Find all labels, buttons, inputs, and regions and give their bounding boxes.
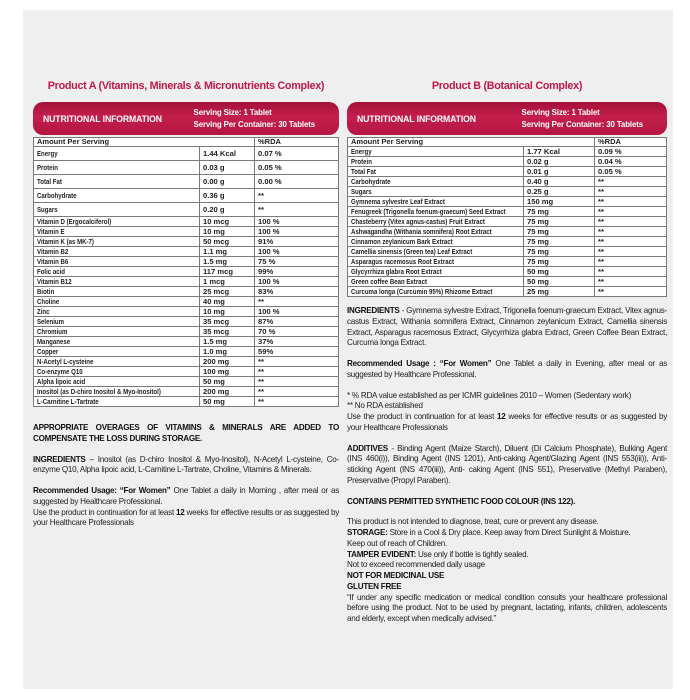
table-cell-rda: ** bbox=[255, 397, 339, 407]
nutrient-name: Protein bbox=[37, 162, 58, 172]
table-row bbox=[348, 207, 667, 217]
table-cell-name bbox=[34, 227, 200, 237]
disclaimer bbox=[347, 517, 667, 528]
nutrient-name: Co-enzyme Q10 bbox=[37, 366, 83, 376]
amount-per-serving-header: Amount Per Serving bbox=[34, 138, 255, 147]
table-cell-rda: ** bbox=[595, 227, 667, 237]
table-row bbox=[348, 197, 667, 207]
product-b-section bbox=[347, 10, 667, 625]
table-cell-amount: 50 mg bbox=[524, 267, 595, 277]
text-segment: NOT FOR MEDICINAL USE bbox=[347, 571, 445, 580]
ingredients bbox=[33, 455, 339, 477]
table-cell-amount: 200 mg bbox=[200, 387, 255, 397]
table-cell-rda: 0.05 % bbox=[255, 161, 339, 175]
table-cell-amount: 1.44 Kcal bbox=[200, 147, 255, 161]
text-segment: TAMPER EVIDENT: bbox=[347, 549, 416, 559]
table-cell-rda: ** bbox=[595, 247, 667, 257]
table-cell-rda: ** bbox=[595, 257, 667, 267]
nutrient-name: Inositol (as D-chiro Inositol & Myo-Inositol) bbox=[37, 386, 161, 396]
table-cell-amount: 10 mg bbox=[200, 227, 255, 237]
table-cell-amount: 117 mcg bbox=[200, 267, 255, 277]
table-cell-name bbox=[34, 297, 200, 307]
table-cell-rda: 100 % bbox=[255, 217, 339, 227]
table-cell-amount: 1 mcg bbox=[200, 277, 255, 287]
nutrient-name: Vitamin B6 bbox=[37, 256, 69, 266]
table-cell-rda: 0.04 % bbox=[595, 157, 667, 167]
table-cell-name bbox=[348, 267, 524, 277]
nutrient-name: Ashwagandha (Withania somnifera) Root Extract bbox=[351, 226, 492, 236]
text-segment: Recommended Usage : “For Women” bbox=[347, 359, 492, 368]
nutritional-info-header-b bbox=[347, 102, 667, 135]
table-row bbox=[348, 267, 667, 277]
table-cell-name bbox=[34, 237, 200, 247]
table-row bbox=[34, 317, 339, 327]
no-rda-footnote bbox=[347, 401, 667, 412]
nutrient-name: Chromium bbox=[37, 326, 68, 336]
table-row bbox=[34, 287, 339, 297]
table-cell-rda: 0.09 % bbox=[595, 147, 667, 157]
serving-size-label: Serving Size: 1 Tablet bbox=[521, 106, 600, 117]
text-segment: ADDITIVES bbox=[347, 443, 388, 453]
table-cell-name bbox=[34, 147, 200, 161]
nutrient-name: Gymnema sylvestre Leaf Extract bbox=[351, 196, 445, 206]
text-segment: Use the product in continuation for at least bbox=[33, 507, 176, 517]
table-cell-name bbox=[348, 227, 524, 237]
table-row bbox=[34, 257, 339, 267]
table-cell-rda: ** bbox=[255, 367, 339, 377]
table-cell-rda: ** bbox=[595, 287, 667, 297]
table-cell-name bbox=[34, 367, 200, 377]
table-row bbox=[348, 237, 667, 247]
table-cell-rda: ** bbox=[595, 187, 667, 197]
table-row bbox=[34, 387, 339, 397]
table-row bbox=[34, 175, 339, 189]
text-segment: INGREDIENTS bbox=[33, 454, 86, 464]
table-cell-name bbox=[348, 167, 524, 177]
label-panel bbox=[23, 10, 673, 689]
table-cell-name bbox=[348, 177, 524, 187]
text-segment: “If under any specific medication or medical condition consults your healthcare professional before using the product. Not to be used by pregnant, lactating, infants, children, adolescents and elderly, except when medically advised.” bbox=[347, 592, 667, 623]
not-medicinal bbox=[347, 571, 667, 582]
table-cell-name bbox=[34, 277, 200, 287]
table-cell-amount: 0.36 g bbox=[200, 189, 255, 203]
table-cell-amount: 75 mg bbox=[524, 257, 595, 267]
text-segment: Store in a Cool & Dry place. Keep away from Direct Sunlight & Moisture. bbox=[387, 528, 631, 537]
table-row bbox=[34, 337, 339, 347]
table-row bbox=[348, 277, 667, 287]
nutrient-name: Fenugreek (Trigonella foenum-graecum) Seed Extract bbox=[351, 206, 506, 216]
table-cell-name bbox=[34, 347, 200, 357]
rda-header: %RDA bbox=[255, 138, 339, 147]
food-colour-note bbox=[347, 497, 667, 508]
table-cell-amount: 75 mg bbox=[524, 207, 595, 217]
table-cell-amount: 10 mcg bbox=[200, 217, 255, 227]
table-cell-name bbox=[348, 217, 524, 227]
table-row bbox=[348, 177, 667, 187]
table-cell-name bbox=[34, 387, 200, 397]
nutrient-name: Cinnamon zeylanicum Bark Extract bbox=[351, 236, 453, 246]
product-a-section bbox=[33, 10, 339, 529]
text-segment: Recommended Usage: “For Women” bbox=[33, 486, 171, 495]
table-cell-amount: 150 mg bbox=[524, 197, 595, 207]
table-cell-rda: 75 % bbox=[255, 257, 339, 267]
nutrient-name: L-Carnitine L-Tartrate bbox=[37, 396, 99, 406]
product-a-title: Product A (Vitamins, Minerals & Micronutrients Complex) bbox=[47, 80, 325, 92]
nutrient-name: Zinc bbox=[37, 306, 50, 316]
serving-per-container-label: Serving Per Container: 30 Tablets bbox=[521, 118, 643, 129]
table-cell-name bbox=[348, 147, 524, 157]
table-cell-amount: 10 mg bbox=[200, 307, 255, 317]
nutrient-name: Protein bbox=[351, 156, 372, 166]
serving-info bbox=[194, 107, 315, 130]
table-cell-amount: 0.03 g bbox=[200, 161, 255, 175]
nutrient-name: Total Fat bbox=[351, 166, 376, 176]
table-cell-name bbox=[34, 161, 200, 175]
table-cell-name bbox=[34, 203, 200, 217]
table-cell-amount: 0.02 g bbox=[524, 157, 595, 167]
product-a-notes bbox=[33, 423, 339, 529]
usage-duration bbox=[33, 508, 339, 530]
daily-usage-note bbox=[347, 560, 667, 571]
table-cell-amount: 75 mg bbox=[524, 237, 595, 247]
usage-duration bbox=[347, 412, 667, 434]
ingredients bbox=[347, 306, 667, 349]
text-segment: Use the product in continuation for at least bbox=[347, 412, 497, 421]
text-segment: 12 bbox=[497, 412, 506, 421]
table-cell-rda: 91% bbox=[255, 237, 339, 247]
table-cell-rda: ** bbox=[255, 203, 339, 217]
table-cell-rda: ** bbox=[255, 377, 339, 387]
recommended-usage bbox=[347, 359, 667, 381]
nutrition-table-b bbox=[347, 137, 667, 297]
nutrient-name: Copper bbox=[37, 346, 59, 356]
table-cell-name bbox=[348, 257, 524, 267]
table-cell-rda: ** bbox=[255, 387, 339, 397]
nutrient-name: Selenium bbox=[37, 316, 65, 326]
text-segment: APPROPRIATE OVERAGES OF VITAMINS & MINERALS ARE ADDED TO COMPENSATE THE LOSS DURING STORAGE. bbox=[33, 423, 339, 443]
table-cell-amount: 40 mg bbox=[200, 297, 255, 307]
table-row bbox=[348, 247, 667, 257]
table-row bbox=[348, 257, 667, 267]
table-cell-rda: 70 % bbox=[255, 327, 339, 337]
nutrient-name: N-Acetyl L-cysteine bbox=[37, 356, 94, 366]
table-cell-amount: 1.5 mg bbox=[200, 257, 255, 267]
text-segment: One Tablet a daily in Morning , after meal or as suggested by Healthcare Professional. bbox=[33, 486, 340, 506]
table-cell-rda: 87% bbox=[255, 317, 339, 327]
table-cell-amount: 75 mg bbox=[524, 247, 595, 257]
table-cell-amount: 0.00 g bbox=[200, 175, 255, 189]
text-segment: – Inositol (as D-chiro Inositol & Myo-Inositol), N-Acetyl L-cysteine, Co-enzyme Q10, Alpha lipoic acid, L-Carnitine L-Tartrate, Choline, Vitamins & Minerals. bbox=[33, 454, 339, 475]
amount-per-serving-header: Amount Per Serving bbox=[348, 138, 595, 147]
table-row bbox=[348, 287, 667, 297]
table-row bbox=[34, 307, 339, 317]
text-segment: - Binding Agent (Maize Starch), Diluent (Di Calcium Phosphate), Bulking Agent (INS 460(i)), Binding Agent (INS 1201), Anti-caking Agent/Glazing Agent (INS 553(iii)), Anti- sticking Agent (INS 470(iii)), Anti- caking Agent (INS 551), Preservative (Methyl Paraben), Preservative (Propyl Paraben). bbox=[347, 443, 667, 485]
table-row bbox=[34, 367, 339, 377]
table-cell-name bbox=[348, 157, 524, 167]
table-cell-rda: 59% bbox=[255, 347, 339, 357]
table-row bbox=[34, 347, 339, 357]
nutrient-name: Carbohydrate bbox=[351, 176, 391, 186]
table-cell-amount: 75 mg bbox=[524, 217, 595, 227]
table-cell-rda: ** bbox=[595, 197, 667, 207]
nutrient-name: Camellia sinensis (Green tea) Leaf Extract bbox=[351, 246, 473, 256]
table-body-a bbox=[34, 147, 339, 407]
table-cell-name bbox=[34, 189, 200, 203]
table-cell-name bbox=[34, 317, 200, 327]
table-row bbox=[34, 217, 339, 227]
table-cell-rda: 37% bbox=[255, 337, 339, 347]
table-cell-rda: 99% bbox=[255, 267, 339, 277]
table-cell-name bbox=[348, 207, 524, 217]
nutrient-name: Biotin bbox=[37, 286, 55, 296]
table-cell-amount: 1.77 Kcal bbox=[524, 147, 595, 157]
table-header-row bbox=[34, 138, 339, 147]
table-cell-amount: 1.1 mg bbox=[200, 247, 255, 257]
table-cell-amount: 1.0 mg bbox=[200, 347, 255, 357]
table-cell-amount: 50 mg bbox=[200, 377, 255, 387]
nutrient-name: Glycyrrhiza glabra Root Extract bbox=[351, 266, 442, 276]
additives bbox=[347, 444, 667, 487]
table-cell-name bbox=[34, 267, 200, 277]
table-cell-amount: 25 mg bbox=[524, 287, 595, 297]
table-row bbox=[348, 227, 667, 237]
tamper-evident bbox=[347, 550, 667, 561]
recommended-usage bbox=[33, 486, 339, 508]
text-segment: Use only if bottle is tightly sealed. bbox=[415, 549, 529, 559]
rda-footnote bbox=[347, 391, 667, 402]
table-cell-amount: 50 mg bbox=[200, 397, 255, 407]
table-row bbox=[34, 147, 339, 161]
table-cell-name bbox=[34, 217, 200, 227]
table-cell-amount: 35 mcg bbox=[200, 317, 255, 327]
table-cell-amount: 1.5 mg bbox=[200, 337, 255, 347]
table-cell-rda: 100 % bbox=[255, 227, 339, 237]
table-cell-amount: 0.01 g bbox=[524, 167, 595, 177]
nutrient-name: Vitamin E bbox=[37, 226, 65, 236]
text-segment: - Gymnema sylvestre Extract, Trigonella foenum-graecum Extract, Vitex agnus-castus Extract, Withania somnifera Extract, Cinnamon zeylanicum Extract, Camellia sinensis Extract, Asparagus racemosus Extract, Glycyrrhiza glabra Extract, Green Coffee Bean Extract, Curcuma longa Extract. bbox=[347, 306, 667, 348]
table-row bbox=[348, 217, 667, 227]
table-cell-name bbox=[34, 357, 200, 367]
table-row bbox=[34, 397, 339, 407]
nutrition-table-a bbox=[33, 137, 339, 407]
nutrient-name: Vitamin B12 bbox=[37, 276, 72, 286]
text-segment: weeks for effective results or as suggested by your Healthcare Professionals bbox=[347, 412, 667, 432]
table-cell-name bbox=[348, 237, 524, 247]
table-cell-name bbox=[348, 187, 524, 197]
serving-size-label: Serving Size: 1 Tablet bbox=[193, 106, 272, 117]
table-cell-rda: 0.07 % bbox=[255, 147, 339, 161]
table-row bbox=[34, 327, 339, 337]
text-segment: GLUTEN FREE bbox=[347, 581, 402, 591]
nutrient-name: Asparagus racemosus Root Extract bbox=[351, 256, 454, 266]
table-cell-rda: 100 % bbox=[255, 277, 339, 287]
text-segment: STORAGE: bbox=[347, 528, 388, 537]
nutrient-name: Carbohydrate bbox=[37, 190, 77, 200]
text-segment: One Tablet a daily in Evening, after meal or as suggested by Healthcare Professional. bbox=[347, 359, 668, 379]
table-cell-amount: 0.20 g bbox=[200, 203, 255, 217]
table-cell-rda: 0.00 % bbox=[255, 175, 339, 189]
nutritional-information-label: NUTRITIONAL INFORMATION bbox=[43, 113, 162, 124]
table-cell-rda: 100 % bbox=[255, 247, 339, 257]
table-row bbox=[34, 297, 339, 307]
table-cell-amount: 25 mcg bbox=[200, 287, 255, 297]
table-cell-name bbox=[34, 287, 200, 297]
table-cell-rda: ** bbox=[595, 237, 667, 247]
table-row bbox=[34, 189, 339, 203]
table-row bbox=[34, 377, 339, 387]
nutritional-info-header-a bbox=[33, 102, 339, 135]
table-cell-rda: ** bbox=[595, 177, 667, 187]
children-warning bbox=[347, 539, 667, 550]
table-row bbox=[348, 157, 667, 167]
table-row bbox=[348, 167, 667, 177]
product-b-title: Product B (Botanical Complex) bbox=[431, 80, 583, 92]
nutrient-name: Green coffee Bean Extract bbox=[351, 276, 427, 286]
table-cell-name bbox=[34, 175, 200, 189]
serving-per-container-label: Serving Per Container: 30 Tablets bbox=[193, 118, 315, 129]
medication-warning bbox=[347, 593, 667, 625]
table-cell-name bbox=[348, 287, 524, 297]
text-segment: This product is not intended to diagnose, treat, cure or prevent any disease. bbox=[347, 517, 599, 527]
table-body-b bbox=[348, 147, 667, 297]
table-row bbox=[34, 161, 339, 175]
table-row bbox=[34, 237, 339, 247]
text-segment: weeks for effective results or as suggested by your Healthcare Professionals bbox=[33, 507, 339, 528]
table-row bbox=[34, 203, 339, 217]
nutrient-name: Chasteberry (Vitex agnus-castus) Fruit Extract bbox=[351, 216, 485, 226]
text-segment: ** No RDA established bbox=[347, 401, 423, 411]
text-segment: Not to exceed recommended daily usage bbox=[347, 560, 485, 570]
table-header-row bbox=[348, 138, 667, 147]
table-row bbox=[34, 227, 339, 237]
nutrient-name: Vitamin K (as MK-7) bbox=[37, 236, 94, 246]
table-row bbox=[34, 277, 339, 287]
nutrient-name: Vitamin D (Ergocalciferol) bbox=[37, 216, 112, 226]
nutrient-name: Choline bbox=[37, 296, 60, 306]
nutrient-name: Total Fat bbox=[37, 176, 62, 186]
table-row bbox=[34, 267, 339, 277]
table-cell-name bbox=[34, 377, 200, 387]
table-cell-amount: 75 mg bbox=[524, 227, 595, 237]
nutrient-name: Sugars bbox=[351, 186, 372, 196]
table-row bbox=[348, 147, 667, 157]
table-cell-amount: 35 mcg bbox=[200, 327, 255, 337]
table-cell-name bbox=[348, 247, 524, 257]
text-segment: Keep out of reach of Children. bbox=[347, 538, 448, 548]
nutrient-name: Folic acid bbox=[37, 266, 66, 276]
table-cell-rda: 83% bbox=[255, 287, 339, 297]
table-cell-rda: ** bbox=[255, 297, 339, 307]
table-row bbox=[34, 247, 339, 257]
table-row bbox=[34, 357, 339, 367]
serving-info bbox=[522, 107, 643, 130]
text-segment: 12 bbox=[176, 507, 185, 517]
table-cell-amount: 200 mg bbox=[200, 357, 255, 367]
table-cell-amount: 0.25 g bbox=[524, 187, 595, 197]
text-segment: INGREDIENTS bbox=[347, 306, 400, 315]
storage bbox=[347, 528, 667, 539]
gluten-free bbox=[347, 582, 667, 593]
table-cell-rda: 0.05 % bbox=[595, 167, 667, 177]
table-cell-amount: 50 mg bbox=[524, 277, 595, 287]
table-cell-rda: ** bbox=[595, 267, 667, 277]
nutrient-name: Curcuma longa (Curcumin 95%) Rhizome Extract bbox=[351, 286, 493, 296]
nutrient-name: Alpha lipoic acid bbox=[37, 376, 86, 386]
table-cell-rda: ** bbox=[255, 189, 339, 203]
table-cell-name bbox=[348, 277, 524, 287]
nutrient-name: Manganese bbox=[37, 336, 71, 346]
nutritional-information-label: NUTRITIONAL INFORMATION bbox=[357, 113, 476, 124]
table-cell-amount: 50 mcg bbox=[200, 237, 255, 247]
nutrient-name: Energy bbox=[37, 148, 58, 158]
table-cell-name bbox=[34, 307, 200, 317]
table-cell-rda: ** bbox=[255, 357, 339, 367]
rda-header: %RDA bbox=[595, 138, 667, 147]
text-segment: CONTAINS PERMITTED SYNTHETIC FOOD COLOUR (INS 122). bbox=[347, 496, 576, 506]
overages-note bbox=[33, 423, 339, 445]
table-cell-rda: ** bbox=[595, 277, 667, 287]
table-cell-name bbox=[34, 247, 200, 257]
table-cell-name bbox=[34, 337, 200, 347]
table-cell-amount: 0.40 g bbox=[524, 177, 595, 187]
nutrient-name: Energy bbox=[351, 146, 372, 156]
table-row bbox=[348, 187, 667, 197]
table-cell-rda: 100 % bbox=[255, 307, 339, 317]
table-cell-rda: ** bbox=[595, 217, 667, 227]
table-cell-name bbox=[34, 257, 200, 267]
nutrient-name: Vitamin B2 bbox=[37, 246, 69, 256]
table-cell-name bbox=[348, 197, 524, 207]
product-b-notes bbox=[347, 306, 667, 625]
nutrient-name: Sugars bbox=[37, 204, 58, 214]
text-segment: * % RDA value established as per ICMR guidelines 2010 – Women (Sedentary work) bbox=[347, 390, 632, 400]
table-cell-name bbox=[34, 397, 200, 407]
table-cell-rda: ** bbox=[595, 207, 667, 217]
table-cell-amount: 100 mg bbox=[200, 367, 255, 377]
table-cell-name bbox=[34, 327, 200, 337]
